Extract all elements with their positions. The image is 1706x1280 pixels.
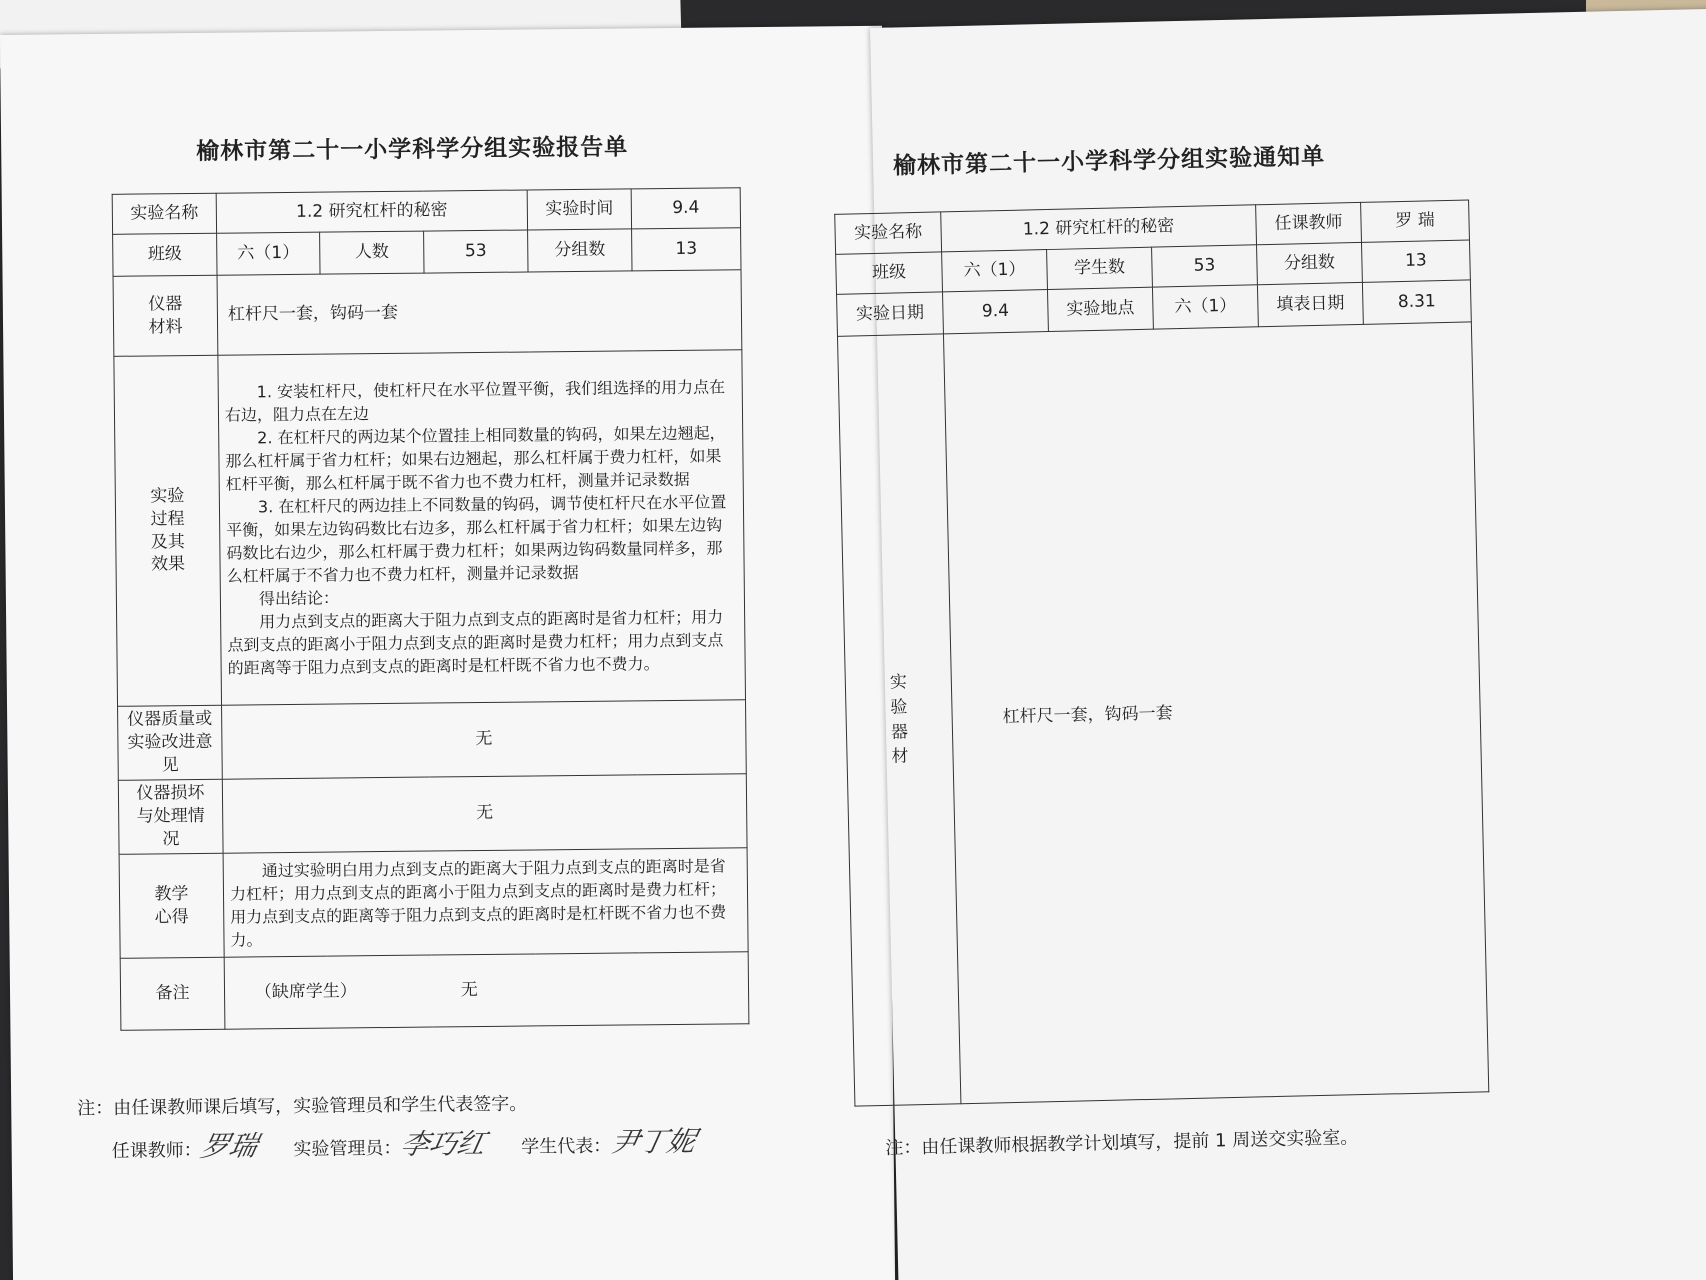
report-title: 榆林市第二十一小学科学分组实验报告单: [196, 134, 629, 165]
label-reflection: 教学心得: [119, 853, 224, 958]
notice-label-teacher: 任课教师: [1256, 202, 1362, 244]
process-step-2: 2. 在杠杆尺的两边某个位置挂上相同数量的钩码，如果左边翘起，那么杠杆属于省力杠杆；如果右边翘起，那么杠杆属于费力杠杆，如果杠杆平衡，那么杠杆属于既不省力也不费力杠杆，测量并记录数据: [225, 423, 726, 494]
value-people: 53: [424, 230, 528, 273]
notice-value-fill-date: 8.31: [1362, 280, 1471, 324]
value-experiment-name: 1.2 研究杠杆的秘密: [216, 190, 527, 233]
label-people: 人数: [320, 231, 424, 274]
label-groups: 分组数: [528, 229, 632, 272]
admin-label: 实验管理员：: [293, 1137, 402, 1160]
notice-label-groups: 分组数: [1257, 242, 1363, 284]
value-class: 六（1）: [217, 232, 320, 275]
notice-label-class: 班级: [836, 252, 943, 294]
value-groups: 13: [632, 228, 741, 271]
process-conclusion-label: 得出结论：: [258, 588, 340, 609]
notice-label-name: 实验名称: [835, 212, 942, 254]
notice-value-place: 六（1）: [1152, 285, 1258, 329]
notice-value-students: 53: [1152, 245, 1258, 287]
report-note: 注：由任课教师课后填写，实验管理员和学生代表签字。: [77, 1093, 528, 1120]
notice-sheet: [853, 8, 1706, 1280]
remarks-absent-label: （缺席学生）: [254, 981, 357, 1003]
student-signature: 尹丁妮: [607, 1124, 699, 1159]
label-quality: 仪器质量或实验改进意见: [118, 705, 223, 780]
teacher-label: 任课教师：: [111, 1139, 202, 1162]
value-remarks: [224, 952, 749, 1029]
admin-signature: 李巧红: [397, 1126, 489, 1161]
teacher-signature: 罗瑞: [197, 1129, 261, 1163]
value-damage: 无: [222, 774, 747, 853]
notice-value-equipment: 杠杆尺一套，钩码一套: [943, 322, 1488, 1104]
label-class: 班级: [113, 233, 217, 276]
notice-value-class: 六（1）: [942, 250, 1048, 292]
notice-title: 榆林市第二十一小学科学分组实验通知单: [892, 143, 1326, 180]
process-step-1: 1. 安装杠杆尺，使杠杆尺在水平位置平衡，我们组选择的用力点在右边，阻力点在左边: [224, 377, 726, 425]
value-experiment-time: 9.4: [631, 188, 740, 229]
notice-value-name: 1.2 研究杠杆的秘密: [941, 205, 1257, 252]
student-label: 学生代表：: [521, 1135, 612, 1158]
label-remarks: 备注: [120, 957, 225, 1030]
notice-table: [834, 199, 1489, 1106]
label-experiment-name: 实验名称: [112, 193, 216, 234]
value-quality: 无: [222, 700, 747, 779]
notice-label-date: 实验日期: [837, 292, 944, 336]
notice-label-fill-date: 填表日期: [1257, 282, 1363, 326]
process-text: [218, 350, 746, 705]
notice-note: 注：由任课教师根据教学计划填写，提前 1 周送交实验室。: [885, 1127, 1359, 1159]
notice-value-teacher: 罗 瑞: [1361, 200, 1470, 242]
reflection-text: 通过实验明白用力点到支点的距离大于阻力点到支点的距离时是省力杠杆；用力点到支点的距离小于阻力点到支点的距离时是费力杠杆；用力点到支点的距离等于阻力点到支点的距离时是杠杆既不省力也不费力。: [223, 848, 748, 957]
notice-label-equipment: 实验器材: [837, 334, 960, 1106]
label-damage: 仪器损坏与处理情况: [118, 779, 223, 854]
notice-value-groups: 13: [1361, 240, 1470, 282]
process-step-3: 3. 在杠杆尺的两边挂上不同数量的钩码，调节使杠杆尺在水平位置平衡，如果左边钩码数比右边多，那么杠杆属于省力杠杆；如果左边钩码数比右边少，那么杠杆属于费力杠杆；如果两边钩码数量同样多，那么杠杆属于不省力也不费力杠杆，测量并记录数据: [226, 492, 727, 586]
notice-label-students: 学生数: [1047, 247, 1153, 289]
label-process: 实验过程及其效果: [114, 355, 222, 706]
remarks-value: 无: [460, 980, 478, 1001]
report-table: [112, 187, 750, 1031]
label-experiment-time: 实验时间: [527, 189, 631, 230]
process-conclusion: 用力点到支点的距离大于阻力点到支点的距离时是省力杠杆；用力点到支点的距离小于阻力点到支点的距离时是费力杠杆；用力点到支点的距离等于阻力点到支点的距离时是杠杆既不省力也不费力。: [227, 607, 724, 678]
value-materials: 杠杆尺一套，钩码一套: [217, 270, 742, 355]
notice-value-date: 9.4: [943, 290, 1049, 334]
label-materials: 仪器材料: [113, 275, 218, 356]
report-sheet: [0, 26, 895, 1280]
notice-label-place: 实验地点: [1047, 287, 1153, 331]
signature-row: [111, 1119, 725, 1165]
